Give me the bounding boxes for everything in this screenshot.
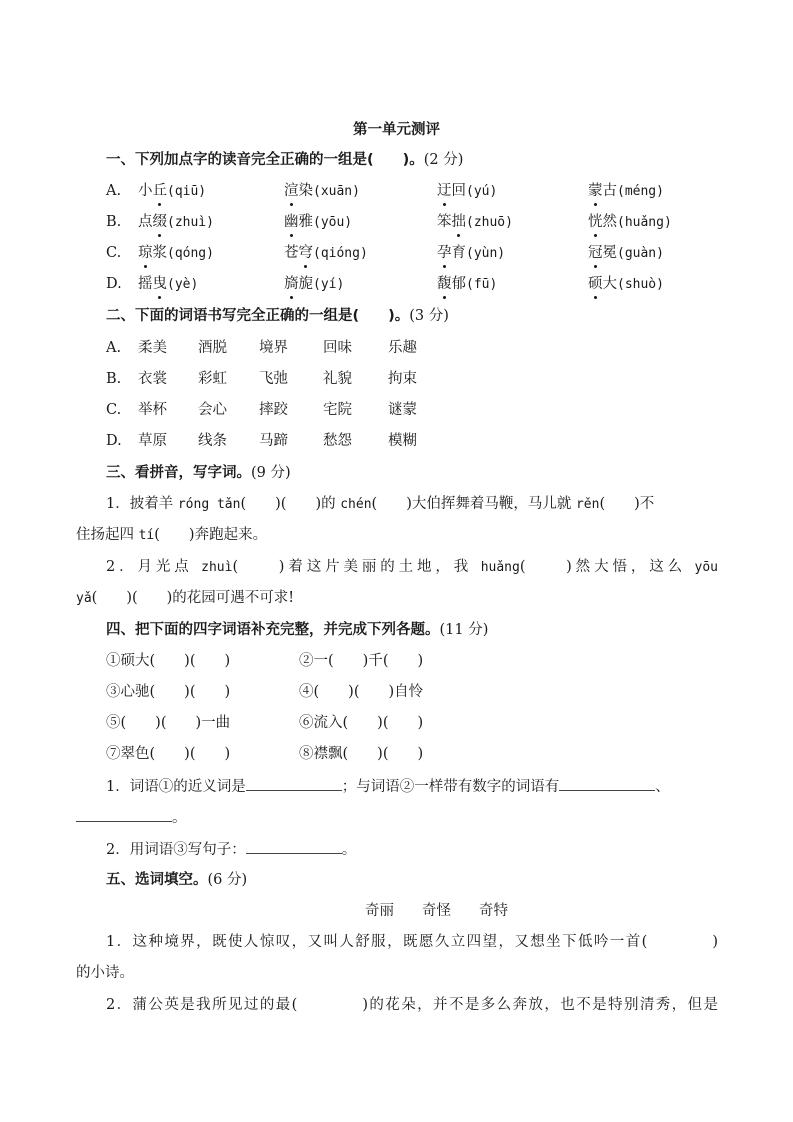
pinyin-item	[588, 243, 664, 264]
pinyin: (fū)	[466, 277, 498, 292]
q1-heading	[106, 150, 463, 170]
pinyin-item	[437, 181, 497, 202]
pinyin: tí	[138, 528, 155, 543]
pinyin-item	[437, 212, 513, 233]
char: 浆	[152, 245, 167, 261]
q4-sub2-text: 2．用词语③写句子：	[106, 842, 246, 858]
q5-choice: 奇特	[479, 903, 508, 919]
word: 礼貌	[323, 371, 352, 387]
word: 境界	[259, 340, 288, 356]
pinyin-item	[138, 181, 206, 202]
pinyin: (zhuō)	[466, 215, 513, 230]
char: 冕	[602, 245, 617, 261]
pinyin-item	[284, 212, 352, 233]
pinyin: (qióng)	[313, 246, 368, 261]
q4-sub1-blank-1[interactable]	[246, 776, 342, 791]
pinyin-item	[284, 243, 368, 264]
pinyin: (yí)	[313, 277, 345, 292]
q5-sentence-2-line-1: 2．蒲公英是我所见过的最( )的花朵，并不是多么奔放，也不是特别清秀，但是	[106, 997, 718, 1013]
dotted-char: 旖	[284, 276, 299, 292]
q2-score: (3 分)	[409, 308, 449, 324]
option-label: D.	[106, 433, 122, 449]
text: ( )大伯挥舞着马鞭，马儿就	[371, 496, 576, 512]
idiom-item[interactable]: ⑤( )( )一曲	[106, 715, 231, 731]
dotted-char: 蒙	[588, 183, 603, 199]
q3-sentence-2-line-2	[76, 588, 294, 609]
q4-heading-text: 四、把下面的四字词语补充完整，并完成下列各题。	[106, 622, 440, 638]
text: ( )然大悟，这么	[519, 559, 695, 575]
q1-score: (2 分)	[423, 152, 464, 168]
pinyin-item	[284, 274, 344, 295]
pinyin: zhuì	[201, 560, 233, 575]
pinyin: yǎ	[76, 591, 92, 606]
q2-option-d[interactable]	[0, 431, 793, 451]
option-label: A.	[106, 183, 122, 199]
q4-sub1-text-c: 、	[655, 779, 670, 795]
q4-sub1	[106, 776, 670, 797]
word: 谜蒙	[388, 402, 417, 418]
q2-heading	[106, 306, 449, 326]
idiom-item[interactable]: ①硕大( )( )	[106, 653, 231, 669]
pinyin: huǎng	[480, 560, 520, 575]
dotted-char: 馥	[437, 276, 452, 292]
q4-sub2-blank[interactable]	[246, 839, 342, 854]
text: 2．月光点	[106, 559, 202, 575]
q4-sub1-blank-2[interactable]	[559, 776, 655, 791]
pinyin: (guàn)	[617, 246, 664, 261]
q1-option-b[interactable]	[0, 212, 793, 232]
dotted-char: 缀	[152, 214, 167, 230]
pinyin: (yú)	[466, 184, 498, 199]
char: 郁	[451, 276, 466, 292]
text: ( )不	[599, 496, 655, 512]
word: 举杯	[138, 402, 167, 418]
dotted-char: 硕	[588, 276, 603, 292]
pinyin: (qiū)	[167, 184, 207, 199]
q3-sentence-1-line-1	[106, 494, 718, 515]
word: 愁怨	[323, 433, 352, 449]
q2-option-c[interactable]	[0, 400, 793, 420]
dotted-char: 迂	[437, 183, 452, 199]
q3-heading-text: 三、看拼音，写字词。	[106, 465, 251, 481]
text: 1．披着羊	[106, 496, 178, 512]
word: 彩虹	[198, 371, 227, 387]
q4-sub1-blank-3[interactable]	[76, 807, 172, 822]
pinyin: (yōu)	[313, 215, 353, 230]
q5-heading	[106, 870, 247, 890]
pinyin: rěn	[575, 497, 600, 512]
text: ( )奔跑起来。	[154, 527, 268, 543]
option-label: B.	[106, 371, 122, 387]
dotted-char: 曳	[152, 276, 167, 292]
word: 衣裳	[138, 371, 167, 387]
pinyin-item	[588, 181, 664, 202]
word: 宅院	[323, 402, 352, 418]
char: 雅	[298, 214, 313, 230]
idiom-item[interactable]: ⑦翠色( )( )	[106, 746, 231, 762]
q4-sub1-text-a: 1．词语①的近义词是	[106, 779, 246, 795]
q5-score: (6 分)	[207, 872, 248, 888]
dotted-char: 幽	[284, 214, 299, 230]
option-label: A.	[106, 340, 122, 356]
pinyin-item	[138, 243, 214, 264]
dotted-char: 穹	[298, 245, 313, 261]
pinyin: yōu	[694, 560, 718, 575]
char: 回	[451, 183, 466, 199]
q5-choice: 奇怪	[422, 903, 451, 919]
pinyin: róng tǎn	[177, 497, 241, 512]
q1-option-d[interactable]	[0, 274, 793, 294]
dotted-char: 冠	[588, 245, 603, 261]
word: 拘束	[388, 371, 417, 387]
pinyin: (huǎng)	[617, 215, 672, 230]
q3-heading	[106, 463, 291, 483]
q2-option-b[interactable]	[0, 369, 793, 389]
text: ( )( )的花园可遇不可求!	[91, 590, 295, 606]
q1-option-c[interactable]	[0, 243, 793, 263]
pinyin-item	[138, 274, 198, 295]
text: ( )着这片美丽的土地，我	[232, 559, 481, 575]
dotted-char: 琼	[138, 245, 153, 261]
pinyin: (yùn)	[466, 246, 506, 261]
q3-sentence-2-line-1	[106, 557, 718, 578]
q1-option-a[interactable]	[0, 181, 793, 201]
pinyin-item	[588, 274, 664, 295]
q4-sub2	[106, 839, 356, 860]
pinyin: (qóng)	[167, 246, 214, 261]
idiom-item[interactable]: ⑥流入( )( )	[299, 715, 424, 731]
word: 草原	[138, 433, 167, 449]
option-label: B.	[106, 214, 122, 230]
q3-sentence-1-line-2	[76, 525, 267, 546]
pinyin-item	[138, 212, 214, 233]
option-label: C.	[106, 402, 122, 418]
word: 回味	[323, 340, 352, 356]
q4-sub2-end: 。	[341, 842, 357, 858]
word: 飞弛	[259, 371, 288, 387]
word: 模糊	[388, 433, 417, 449]
q4-score: (11 分)	[439, 622, 489, 638]
pinyin: (xuān)	[313, 184, 360, 199]
pinyin-item	[437, 274, 497, 295]
q2-option-a[interactable]	[0, 338, 793, 358]
pinyin: (yè)	[167, 277, 199, 292]
text: 住扬起四	[76, 527, 139, 543]
char: 点	[138, 214, 153, 230]
dotted-char: 渲	[284, 183, 299, 199]
char: 旎	[298, 276, 313, 292]
page-title: 第一单元测评	[353, 122, 440, 138]
q4-sub1-end: 。	[172, 810, 187, 826]
q5-sentence-1-line-2: 的小诗。	[76, 965, 134, 981]
pinyin: chén	[340, 497, 372, 512]
option-label: D.	[106, 276, 122, 292]
word: 线条	[198, 433, 227, 449]
q1-heading-text: 一、下列加点字的读音完全正确的一组是( )。	[106, 152, 424, 168]
word: 马蹄	[259, 433, 288, 449]
q5-word-choices	[40, 901, 793, 921]
q4-heading	[106, 620, 488, 640]
char: 古	[602, 183, 617, 199]
word: 酒脱	[198, 340, 227, 356]
idiom-item[interactable]: ③心驰( )( )	[106, 684, 231, 700]
q5-sentence-1-line-1: 1．这种境界，既使人惊叹，又叫人舒服，既愿久立四望，又想坐下低吟一首( )	[106, 934, 718, 950]
pinyin-item	[284, 181, 360, 202]
pinyin: (zhuì)	[167, 215, 214, 230]
char: 染	[298, 183, 313, 199]
q5-choice: 奇丽	[365, 903, 394, 919]
option-label: C.	[106, 245, 122, 261]
idiom-item[interactable]: ⑧襟飘( )( )	[299, 746, 424, 762]
q3-score: (9 分)	[251, 465, 291, 481]
char: 小	[138, 183, 153, 199]
q4-sub1-cont	[76, 807, 187, 828]
char: 育	[451, 245, 466, 261]
idiom-item[interactable]: ④( )( )自怜	[299, 684, 424, 700]
q4-sub1-text-b: ；与词语②一样带有数字的词语有	[341, 779, 560, 795]
char: 大	[602, 276, 617, 292]
dotted-char: 恍	[588, 214, 603, 230]
pinyin: (shuò)	[617, 277, 664, 292]
char: 笨	[437, 214, 452, 230]
q2-heading-text: 二、下面的词语书写完全正确的一组是( )。	[106, 308, 410, 324]
char: 然	[602, 214, 617, 230]
word: 会心	[198, 402, 227, 418]
char: 苍	[284, 245, 299, 261]
pinyin-item	[588, 212, 672, 233]
word: 摔跤	[259, 402, 288, 418]
dotted-char: 孕	[437, 245, 452, 261]
text: ( )( )的	[240, 496, 341, 512]
char: 摇	[138, 276, 153, 292]
idiom-item[interactable]: ②一( )千( )	[299, 653, 424, 669]
pinyin: (méng)	[617, 184, 664, 199]
dotted-char: 丘	[152, 183, 167, 199]
word: 柔美	[138, 340, 167, 356]
q5-heading-text: 五、选词填空。	[106, 872, 208, 888]
pinyin-item	[437, 243, 505, 264]
word: 乐趣	[388, 340, 417, 356]
dotted-char: 拙	[451, 214, 466, 230]
